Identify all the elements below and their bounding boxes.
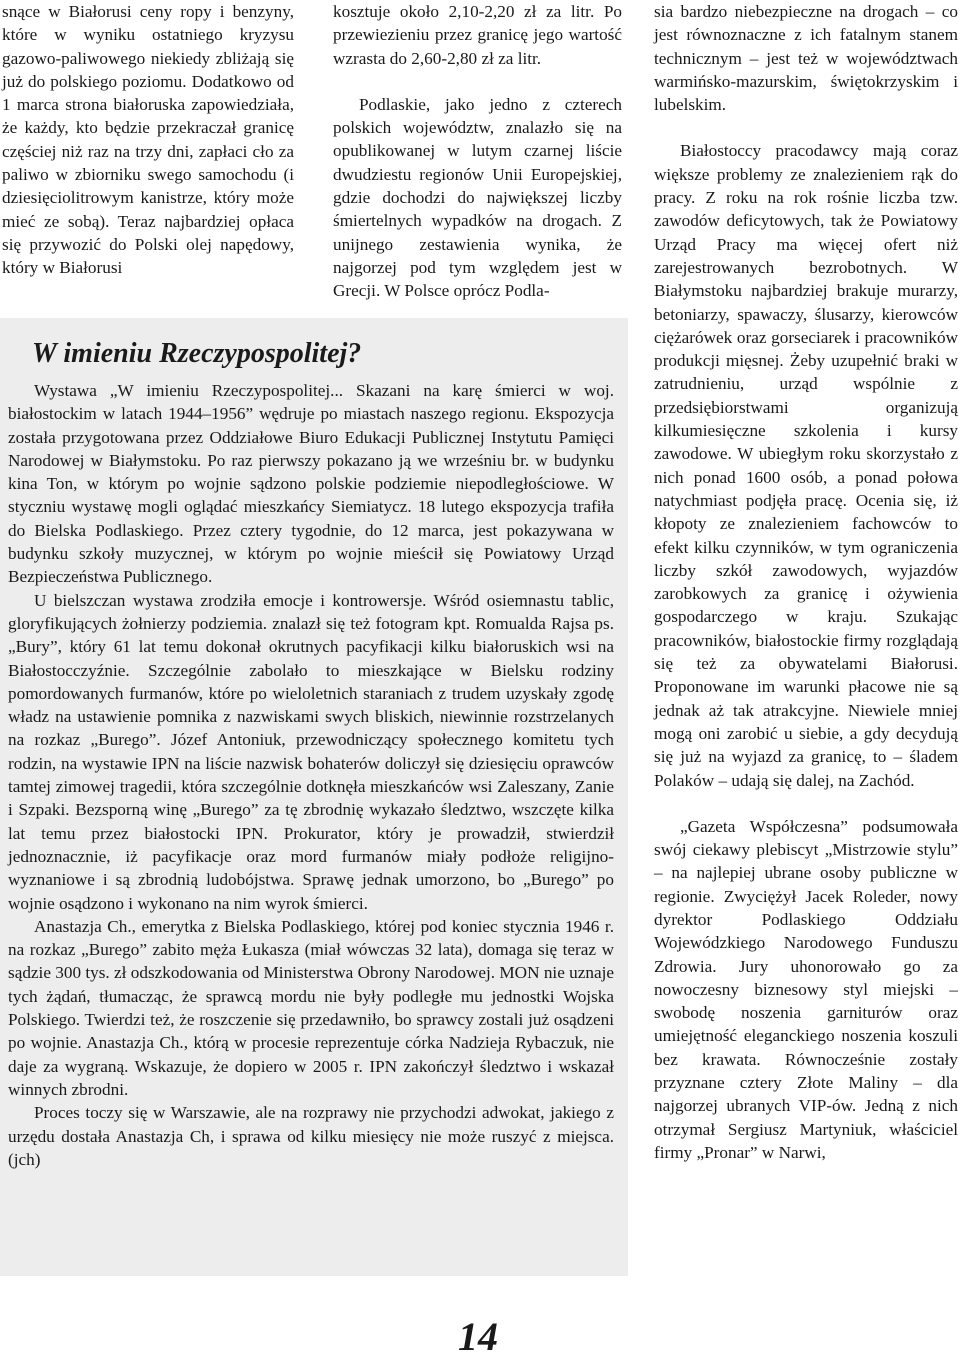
left-column-text: snące w Białorusi ceny ropy i benzyny, które w wyniku ostatniego kryzysu gazowo-paliwowego niekiedy zbliżają się już do polskiego poziomu. Dodatkowo od 1 marca strona białoruska zapowiedziała, że każdy, kto będzie przekraczał granicę częściej niż raz na trzy dni, zapłaci cło za paliwo w zbiorniku swego samochodu (i dziesięciolitrowym kanistrze, który może mieć ze sobą). Teraz najbardziej opłaca się przywozić do Polski olej napędowy, który w Białorusi xyxy=(2,2,294,278)
right-column-paragraph-2: Białostoccy pracodawcy mają coraz większe problemy ze znalezieniem rąk do pracy. Z roku na rok rośnie liczba tzw. zawodów deficytowych, tak że Powiatowy Urząd Pracy ma więcej ofert niż zarejestrowanych bezrobotnych. W Białymstoku najbardziej brakuje murarzy, betoniarzy, spawaczy, ślusarzy, kierowców ciężarówek oraz gorseciarek i pracowników produkcji mięsnej. Żeby uzupełnić braki w zatrudnieniu, urząd wspólnie z przedsiębiorstwami organizują kilkumiesięczne szkolenia i kursy zawodowe. W ubiegłym roku skorzystało z nich ponad 1600 osób, a ponad połowa natychmiast podjęła pracę. Ocenia się, iż kłopoty ze znalezieniem fachowców to efekt kilku czynników, w tym ograniczenia liczby szkół zawodowych, wyjazdów zarobkowych za granicę i ożywienia gospodarczego w kraju. Szukając pracowników, białostockie firmy rozglądają się też za obywatelami Białorusi. Proponowane im warunki płacowe nie są jednak aż tak atrakcyjne. Niewiele mniej mogą oni zarobić u siebie, a gdy decydują się już na wyjazd za granicę, to – śladem Polaków – udają się dalej, na Zachód. xyxy=(654,141,958,790)
right-column-paragraph-3: „Gazeta Współczesna” podsumowała swój ciekawy plebiscyt „Mistrzowie stylu” – na najlepiej ubrane osoby publiczne w regionie. Zwyciężył Jacek Roleder, nowy dyrektor Podlaskiego Oddziału Wojewódzkiego Narodowego Funduszu Zdrowia. Jury uhonorowało go za nowoczesny biznesowy styl miejski – swobodę noszenia garniturów oraz umiejętność eleganckiego noszenia koszuli bez krawata. Równocześnie zostały przyznane cztery Złote Maliny – dla najgorzej ubranych VIP-ów. Jedną z nich otrzymał Sergiusz Martyniuk, właściciel firmy „Pronar” w Narwi, xyxy=(654,816,958,1162)
middle-column-paragraph-2: Podlaskie, jako jedno z czterech polskich województw, znalazło się na opublikowanej w lutym czarnej liście dwudziestu regionów Unii Europejskiej, gdzie dochodzi do największej liczby śmiertelnych wypadków na drogach. Z unijnego zestawienia wynika, że najgorzej pod tym względem jest w Grecji. W Polsce oprócz Podla- xyxy=(333,94,622,301)
boxed-article-paragraph-4: Proces toczy się w Warszawie, ale na rozprawy nie przychodzi adwokat, jakiego z urzędu dostała Anastazja Ch, i sprawa od kilku miesięcy nie może ruszyć z miejsca. (jch) xyxy=(8,1103,614,1169)
right-column xyxy=(654,0,958,1164)
boxed-article-paragraph-2: U bielszczan wystawa zrodziła emocje i kontrowersje. Wśród osiemnastu tablic, gloryfikujących żołnierzy podziemia. znalazł się też fotogram kpt. Romualda Rajsa ps. „Bury”, który 61 lat temu dokonał okrutnych pacyfikacji kilku białoruskich wsi na Białostocczyźnie. Szczególnie zabolało to mieszkające w Bielsku rodziny pomordowanych furmanów, które po wieloletnich staraniach z trudem uzyskały zgodę władz na ustawienie pomnika z nazwiskami swych bliskich, niewinnie rozstrzelanych na rozkaz „Burego”. Józef Antoniuk, przewodniczący społecznego komitetu tych rodzin, na wystawie IPN na liście nazwisk bohaterów doliczył się dziesięciu oprawców tamtej zimowej tragedii, która szczególnie dotknęła mieszkańców wsi Zaleszany, Zanie i Szpaki. Bezsporną winę „Burego” za tę zbrodnię wykazało śledztwo, wszczęte kilka lat temu przez białostocki IPN. Prokurator, który je prowadził, stwierdził jednoznacznie, iż pacyfikacje oraz mord furmanów miały podłoże religijno-wyznaniowe i są zbrodnią ludobójstwa. Sprawę jednak umorzono, bo „Burego” po wojnie osądzono i wykonano na nim wyrok śmierci. xyxy=(8,590,614,913)
left-column xyxy=(2,0,294,280)
boxed-article-paragraph-3: Anastazja Ch., emerytka z Bielska Podlaskiego, której pod koniec stycznia 1946 r. na rozkaz „Burego” zabito męża Łukasza (miał wówczas 32 lata), domaga się teraz w sądzie 300 tys. zł odszkodowania od Ministerstwa Obrony Narodowej. MON nie uznaje tych żądań, tłumacząc, że sprawcą mordu nie były podległe mu jednostki Wojska Polskiego. Twierdzi też, że roszczenie się przedawniło, bo sprawcy zostali już osądzeni po wojnie. Anastazja Ch., którą w procesie reprezentuje córka Nadzieja Rybaczuk, nie daje za wygraną. Wskazuje, że dopiero w 2005 r. IPN zakończył śledztwo i wskazał winnych zbrodni. xyxy=(8,916,614,1099)
middle-column xyxy=(333,0,622,303)
page-number: 14 xyxy=(458,1314,498,1359)
middle-column-paragraph-1: kosztuje około 2,10-2,20 zł za litr. Po przewiezieniu przez granicę jego wartość wzrasta do 2,60-2,80 zł za litr. xyxy=(333,2,622,68)
boxed-article-title: W imieniu Rzeczypospolitej? xyxy=(32,338,362,369)
boxed-article-paragraph-1: Wystawa „W imieniu Rzeczypospolitej... Skazani na karę śmierci w woj. białostockim w latach 1944–1956” wędruje po miastach naszego regionu. Ekspozycja została przygotowana przez Oddziałowe Biuro Edukacji Publicznej Instytutu Pamięci Narodowej w Białymstoku. Po raz pierwszy pokazano ją we wrześniu br. w budynku kina Ton, w którym po wojnie sądzono polskie podziemie niepodległościowe. W styczniu wystawę mogli oglądać mieszkańcy Siemiatycz. 18 lutego ekspozycja trafiła do Bielska Podlaskiego. Przez cztery tygodnie, do 12 marca, jest pokazywana w budynku szkoły muzycznej, w którym po wojnie mieścił się Powiatowy Urząd Bezpieczeństwa Publicznego. xyxy=(8,381,614,587)
boxed-article-body xyxy=(8,379,614,1171)
right-column-paragraph-1: sia bardzo niebezpieczne na drogach – co jest równoznaczne z ich fatalnym stanem technicznym – jest też w województwach warmińsko-mazurskim, świętokrzyskim i lubelskim. xyxy=(654,2,958,115)
